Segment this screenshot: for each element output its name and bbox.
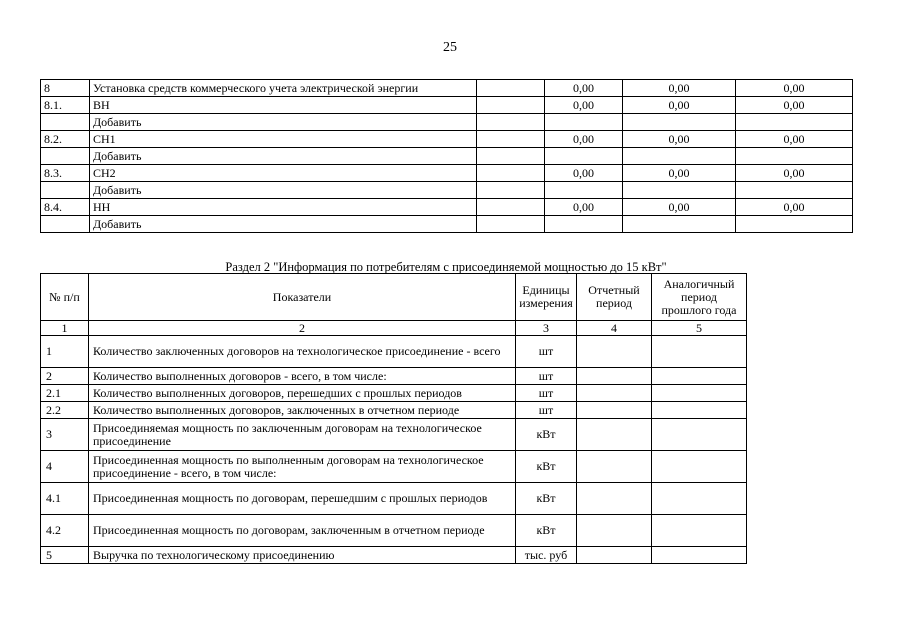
reporting-value [577,385,652,402]
reporting-value [577,368,652,385]
reporting-value [577,451,652,483]
row-value [623,216,736,233]
row-unit [477,114,545,131]
unit-cell: тыс. руб [516,547,577,564]
row-value [736,148,853,165]
previous-year-value [652,368,747,385]
reporting-value [577,515,652,547]
row-value: 0,00 [545,165,623,182]
row-value: 0,00 [623,165,736,182]
column-number: 1 [41,321,89,336]
previous-year-value [652,336,747,368]
indicator-name: Присоединенная мощность по выполненным договорам на технологическое присоединение - всего, в том числе: [89,451,516,483]
table-row [41,336,747,368]
table-row [41,182,853,199]
row-value [736,216,853,233]
row-value [545,114,623,131]
previous-year-value [652,402,747,419]
row-number: 8.3. [41,165,90,182]
previous-year-value [652,385,747,402]
table-row [41,216,853,233]
header-units: Единицы измерения [516,274,577,321]
row-name: СН2 [90,165,477,182]
table-row [41,515,747,547]
previous-year-value [652,515,747,547]
table-row [41,80,853,97]
row-value: 0,00 [623,80,736,97]
row-value: 0,00 [736,165,853,182]
row-value: 0,00 [736,131,853,148]
section2-title: Раздел 2 "Информация по потребителям с присоединяемой мощностью до 15 кВт" [225,260,667,274]
previous-year-value [652,547,747,564]
row-unit [477,80,545,97]
unit-cell: шт [516,336,577,368]
row-value: 0,00 [545,97,623,114]
row-value [623,148,736,165]
row-value [545,216,623,233]
reporting-value [577,419,652,451]
row-number: 2.1 [41,385,89,402]
row-name: СН1 [90,131,477,148]
table-row [41,114,853,131]
column-number: 4 [577,321,652,336]
page-number: 25 [443,40,457,55]
indicator-name: Присоединяемая мощность по заключенным договорам на технологическое присоединение [89,419,516,451]
indicator-name: Количество заключенных договоров на технологическое присоединение - всего [89,336,516,368]
row-number: 5 [41,547,89,564]
row-name: ВН [90,97,477,114]
row-unit [477,199,545,216]
row-value: 0,00 [736,199,853,216]
row-number: 8 [41,80,90,97]
indicator-name: Выручка по технологическому присоединению [89,547,516,564]
row-value: 0,00 [623,97,736,114]
table-row [41,368,747,385]
table-row [41,547,747,564]
previous-year-value [652,419,747,451]
table-row [41,148,853,165]
row-number: 8.4. [41,199,90,216]
reporting-value [577,402,652,419]
row-name: Добавить [90,216,477,233]
connection-costs-table [40,79,853,233]
reporting-value [577,483,652,515]
table-row [41,199,853,216]
unit-cell: шт [516,402,577,419]
table-row [41,419,747,451]
indicator-name: Количество выполненных договоров - всего, в том числе: [89,368,516,385]
row-value: 0,00 [545,80,623,97]
row-value [545,182,623,199]
row-unit [477,131,545,148]
row-value: 0,00 [545,131,623,148]
table-row [41,131,853,148]
row-value [545,148,623,165]
unit-cell: кВт [516,515,577,547]
column-number: 5 [652,321,747,336]
row-value: 0,00 [623,131,736,148]
row-number [41,114,90,131]
indicator-name: Количество выполненных договоров, перешедших с прошлых периодов [89,385,516,402]
row-number: 1 [41,336,89,368]
header-number: № п/п [41,274,89,321]
row-name: НН [90,199,477,216]
row-unit [477,165,545,182]
row-value: 0,00 [545,199,623,216]
row-unit [477,148,545,165]
unit-cell: шт [516,385,577,402]
row-unit [477,182,545,199]
unit-cell: кВт [516,483,577,515]
table-row [41,483,747,515]
row-number: 2 [41,368,89,385]
row-value [623,182,736,199]
row-number: 2.2 [41,402,89,419]
previous-year-value [652,483,747,515]
row-value [623,114,736,131]
row-number [41,148,90,165]
unit-cell: кВт [516,451,577,483]
indicator-name: Присоединенная мощность по договорам, заключенным в отчетном периоде [89,515,516,547]
row-unit [477,97,545,114]
row-value: 0,00 [736,97,853,114]
row-number: 4.2 [41,515,89,547]
row-number [41,182,90,199]
row-name: Добавить [90,114,477,131]
table-row [41,402,747,419]
section2-table [40,273,747,564]
row-name: Установка средств коммерческого учета электрической энергии [90,80,477,97]
row-value: 0,00 [736,80,853,97]
row-unit [477,216,545,233]
row-number [41,216,90,233]
unit-cell: кВт [516,419,577,451]
header-previous-year: Аналогичный период прошлого года [652,274,747,321]
row-value [736,114,853,131]
table-row [41,165,853,182]
reporting-value [577,336,652,368]
table-row [41,97,853,114]
reporting-value [577,547,652,564]
row-value [736,182,853,199]
row-value: 0,00 [623,199,736,216]
indicator-name: Количество выполненных договоров, заключенных в отчетном периоде [89,402,516,419]
header-reporting-period: Отчетный период [577,274,652,321]
previous-year-value [652,451,747,483]
row-number: 4 [41,451,89,483]
unit-cell: шт [516,368,577,385]
column-number: 2 [89,321,516,336]
table-row [41,451,747,483]
row-name: Добавить [90,148,477,165]
column-number: 3 [516,321,577,336]
row-number: 4.1 [41,483,89,515]
row-number: 8.2. [41,131,90,148]
row-number: 8.1. [41,97,90,114]
row-name: Добавить [90,182,477,199]
indicator-name: Присоединенная мощность по договорам, перешедшим с прошлых периодов [89,483,516,515]
table-row [41,385,747,402]
row-number: 3 [41,419,89,451]
header-indicators: Показатели [89,274,516,321]
